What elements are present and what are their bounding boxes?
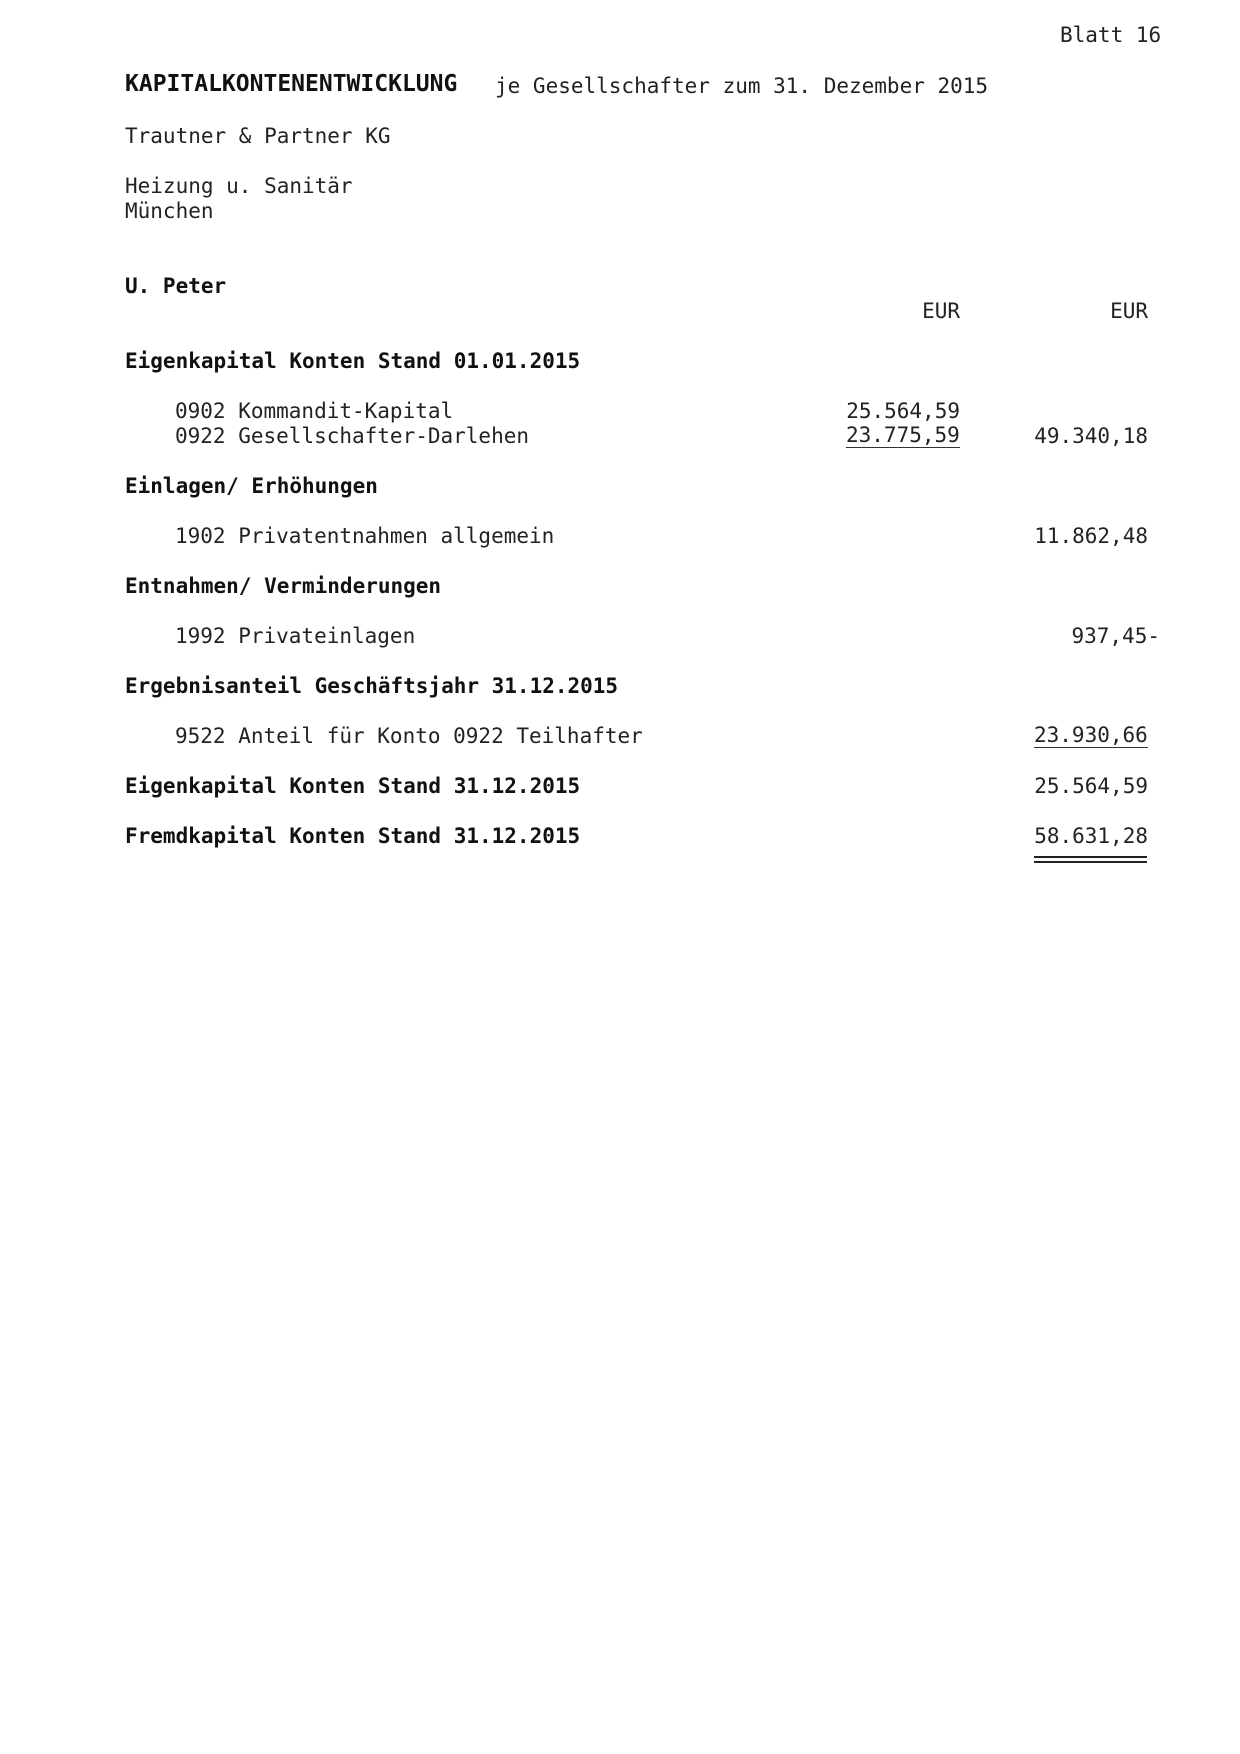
account-row-value: 23.775,59 [846, 423, 960, 447]
account-row-label: 1992 Privateinlagen [175, 624, 416, 648]
partner-name: U. Peter [125, 274, 227, 298]
account-row-value: 23.930,66 [1034, 723, 1148, 747]
account-row-value: 25.564,59 [846, 399, 960, 423]
account-row-label: 0902 Kommandit-Kapital [175, 399, 454, 423]
closing-equity-label: Eigenkapital Konten Stand 31.12.2015 [125, 774, 581, 798]
closing-equity-value: 25.564,59 [1034, 774, 1148, 798]
sheet-number: Blatt 16 [1060, 23, 1162, 47]
currency-header-1: EUR [922, 299, 960, 323]
section-heading-result: Ergebnisanteil Geschäftsjahr 31.12.2015 [125, 674, 619, 698]
currency-header-2: EUR [1110, 299, 1148, 323]
page-subtitle: je Gesellschafter zum 31. Dezember 2015 [495, 74, 989, 98]
closing-debt-label: Fremdkapital Konten Stand 31.12.2015 [125, 824, 581, 848]
account-row-value: 937,45- [1071, 624, 1160, 648]
page-title: KAPITALKONTENENTWICKLUNG [125, 71, 458, 97]
section-heading-contributions: Einlagen/ Erhöhungen [125, 474, 378, 498]
company-city: München [125, 199, 214, 223]
account-row-label: 0922 Gesellschafter-Darlehen [175, 424, 530, 448]
closing-debt-value: 58.631,28 [1034, 824, 1148, 848]
double-underline [1034, 856, 1147, 863]
account-row-value: 11.862,48 [1034, 524, 1148, 548]
section-heading-withdrawals: Entnahmen/ Verminderungen [125, 574, 442, 598]
company-line-1: Heizung u. Sanitär [125, 174, 353, 198]
subtotal-value: 49.340,18 [1034, 424, 1148, 448]
account-row-label: 9522 Anteil für Konto 0922 Teilhafter [175, 724, 643, 748]
account-row-label: 1902 Privatentnahmen allgemein [175, 524, 555, 548]
section-heading-opening: Eigenkapital Konten Stand 01.01.2015 [125, 349, 581, 373]
company-name: Trautner & Partner KG [125, 124, 391, 148]
